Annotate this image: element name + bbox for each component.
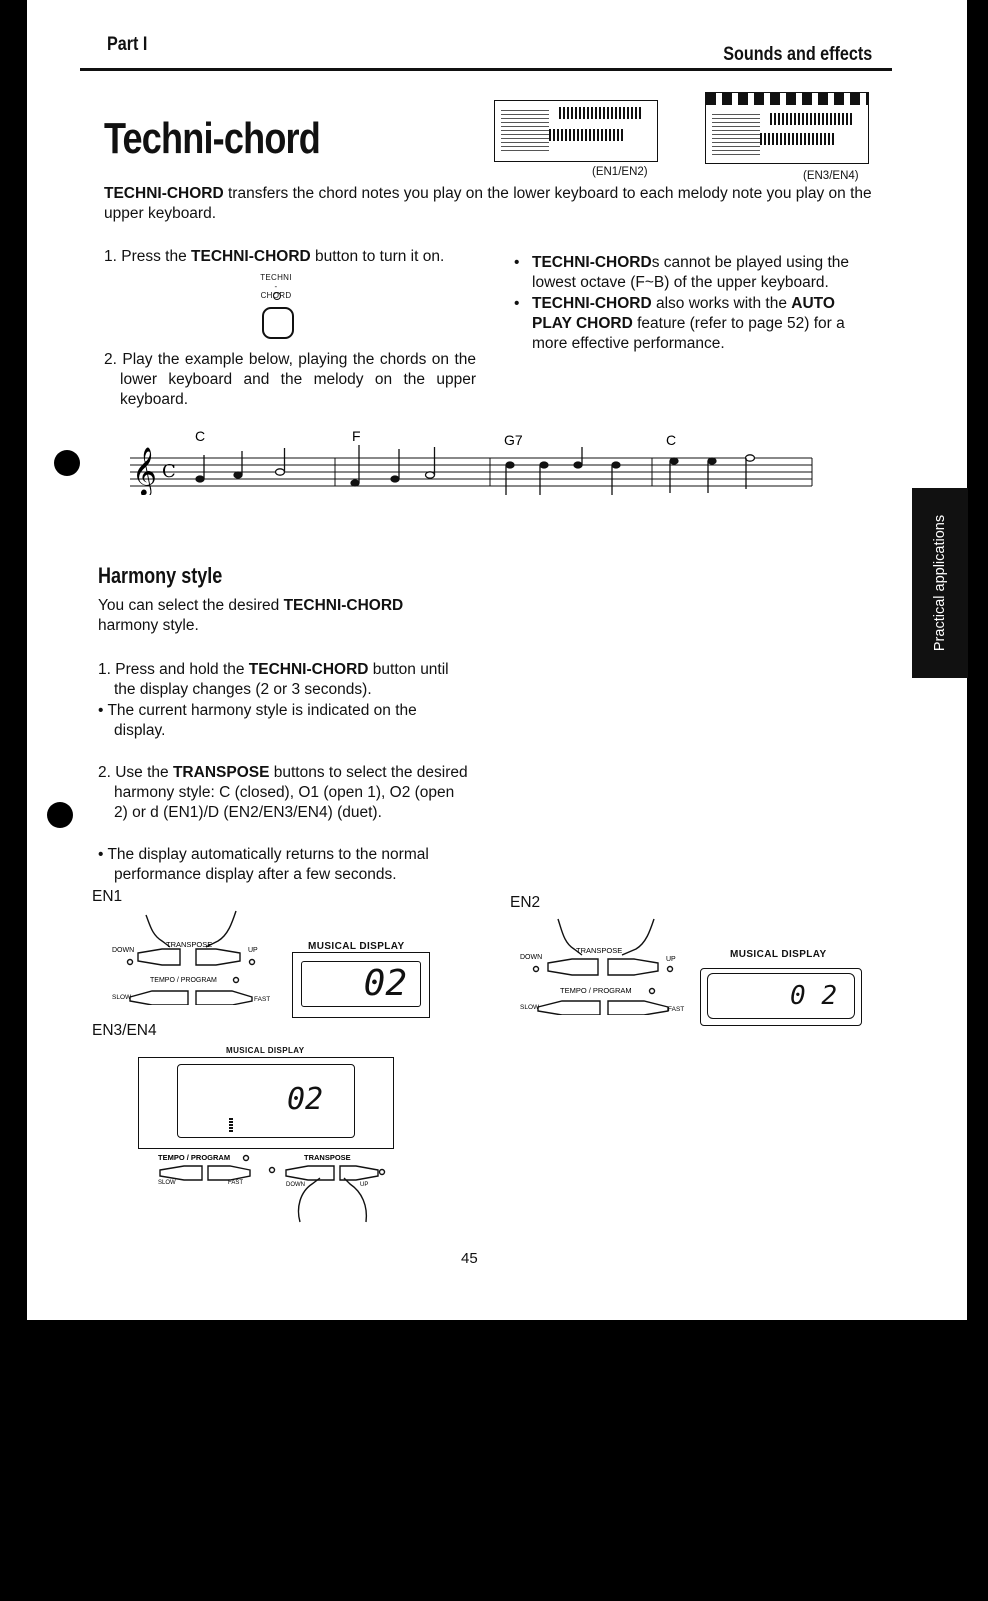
svg-text:UP: UP xyxy=(248,947,258,954)
musical-display-en2 xyxy=(700,968,862,1026)
musical-display-en1 xyxy=(292,952,430,1018)
svg-text:TEMPO / PROGRAM: TEMPO / PROGRAM xyxy=(560,986,632,995)
harmony-step-1-note: • The current harmony style is indicated on the display. xyxy=(98,702,417,739)
display-value: 02 xyxy=(363,963,407,1004)
musical-display-en3-en4 xyxy=(138,1057,394,1149)
svg-text:FAST: FAST xyxy=(228,1180,244,1186)
musical-display-label: MUSICAL DISPLAY xyxy=(730,949,827,960)
harmony-step-2: 2. Use the TRANSPOSE buttons to select the desired harmony style: C (closed), O1 (open 1), O2 (open 2) or d (EN1)/D (EN2/EN3/EN4) (duet). xyxy=(98,764,468,821)
label-en1: EN1 xyxy=(92,888,123,905)
binder-hole-icon xyxy=(47,802,73,828)
svg-text:SLOW: SLOW xyxy=(112,994,132,1001)
treble-clef-icon: 𝄞 xyxy=(132,446,157,495)
svg-text:SLOW: SLOW xyxy=(158,1180,176,1186)
chord-symbol: G7 xyxy=(504,432,523,448)
harmony-step-2-note: • The display automatically returns to the normal performance display after a few seconds. xyxy=(98,846,429,883)
side-tab xyxy=(912,488,968,678)
page-title: Techni-chord xyxy=(104,114,321,163)
svg-text:SLOW: SLOW xyxy=(520,1004,540,1011)
svg-text:UP: UP xyxy=(360,1182,369,1188)
techni-chord-button-label: TECHNI - CHORD xyxy=(260,273,292,300)
en3-en4-button-panel xyxy=(150,1148,390,1228)
svg-text:TEMPO / PROGRAM: TEMPO / PROGRAM xyxy=(158,1153,231,1162)
step-2: 2. Play the example below, playing the chords on the lower keyboard and the melody on the upper keyboard. xyxy=(104,351,476,408)
header-rule xyxy=(80,68,892,71)
page-number: 45 xyxy=(461,1250,478,1267)
time-signature: C xyxy=(162,461,176,482)
binder-hole-icon xyxy=(54,450,80,476)
indicator-led-icon xyxy=(273,292,281,300)
musical-display-label: MUSICAL DISPLAY xyxy=(308,941,405,952)
chord-symbol: F xyxy=(352,428,361,444)
label-en2: EN2 xyxy=(510,894,541,911)
chord-symbol: C xyxy=(666,432,677,448)
note-2: • TECHNI-CHORD also works with the AUTO PLAY CHORD feature (refer to page 52) for a more effective performance. xyxy=(514,295,845,352)
display-graphic-en3-en4 xyxy=(705,92,869,164)
display-value: 0 2 xyxy=(790,981,837,1011)
svg-text:TRANSPOSE: TRANSPOSE xyxy=(576,946,623,955)
harmony-step-1: 1. Press and hold the TECHNI-CHORD button until the display changes (2 or 3 seconds). xyxy=(98,661,449,698)
section-label: Sounds and effects xyxy=(723,44,872,65)
musical-display-label: MUSICAL DISPLAY xyxy=(226,1046,305,1055)
svg-text:DOWN: DOWN xyxy=(286,1182,305,1188)
caption-en1-en2: (EN1/EN2) xyxy=(592,166,648,178)
svg-text:DOWN: DOWN xyxy=(112,947,135,954)
en2-button-panel xyxy=(518,915,688,1015)
svg-text:TRANSPOSE: TRANSPOSE xyxy=(304,1153,351,1162)
techni-chord-button-icon xyxy=(262,307,294,339)
display-graphic-en1-en2 xyxy=(494,100,658,162)
section-heading-harmony-style: Harmony style xyxy=(98,563,223,588)
en1-button-panel xyxy=(110,905,270,1005)
svg-text:TRANSPOSE: TRANSPOSE xyxy=(166,940,213,949)
svg-text:DOWN: DOWN xyxy=(520,954,543,961)
svg-text:FAST: FAST xyxy=(254,996,270,1003)
step-1: 1. Press the TECHNI-CHORD button to turn it on. xyxy=(104,248,445,265)
label-en3-en4: EN3/EN4 xyxy=(92,1022,157,1039)
caption-en3-en4: (EN3/EN4) xyxy=(803,170,859,182)
part-label: Part I xyxy=(107,34,148,55)
harmony-intro: You can select the desired TECHNI-CHORD harmony style. xyxy=(98,597,404,634)
svg-text:FAST: FAST xyxy=(668,1006,685,1013)
note-1: • TECHNI-CHORDs cannot be played using the lowest octave (F~B) of the upper keyboard. xyxy=(514,254,850,291)
chord-symbol: C xyxy=(195,428,206,444)
music-staff xyxy=(120,425,820,495)
svg-text:TEMPO / PROGRAM: TEMPO / PROGRAM xyxy=(150,977,217,984)
svg-text:UP: UP xyxy=(666,956,676,963)
intro-paragraph: TECHNI-CHORD transfers the chord notes you play on the lower keyboard to each melody note you play on the upper keyboard. xyxy=(104,185,872,222)
side-tab-label: Practical applications xyxy=(932,514,948,652)
display-value: 02 xyxy=(287,1082,324,1117)
